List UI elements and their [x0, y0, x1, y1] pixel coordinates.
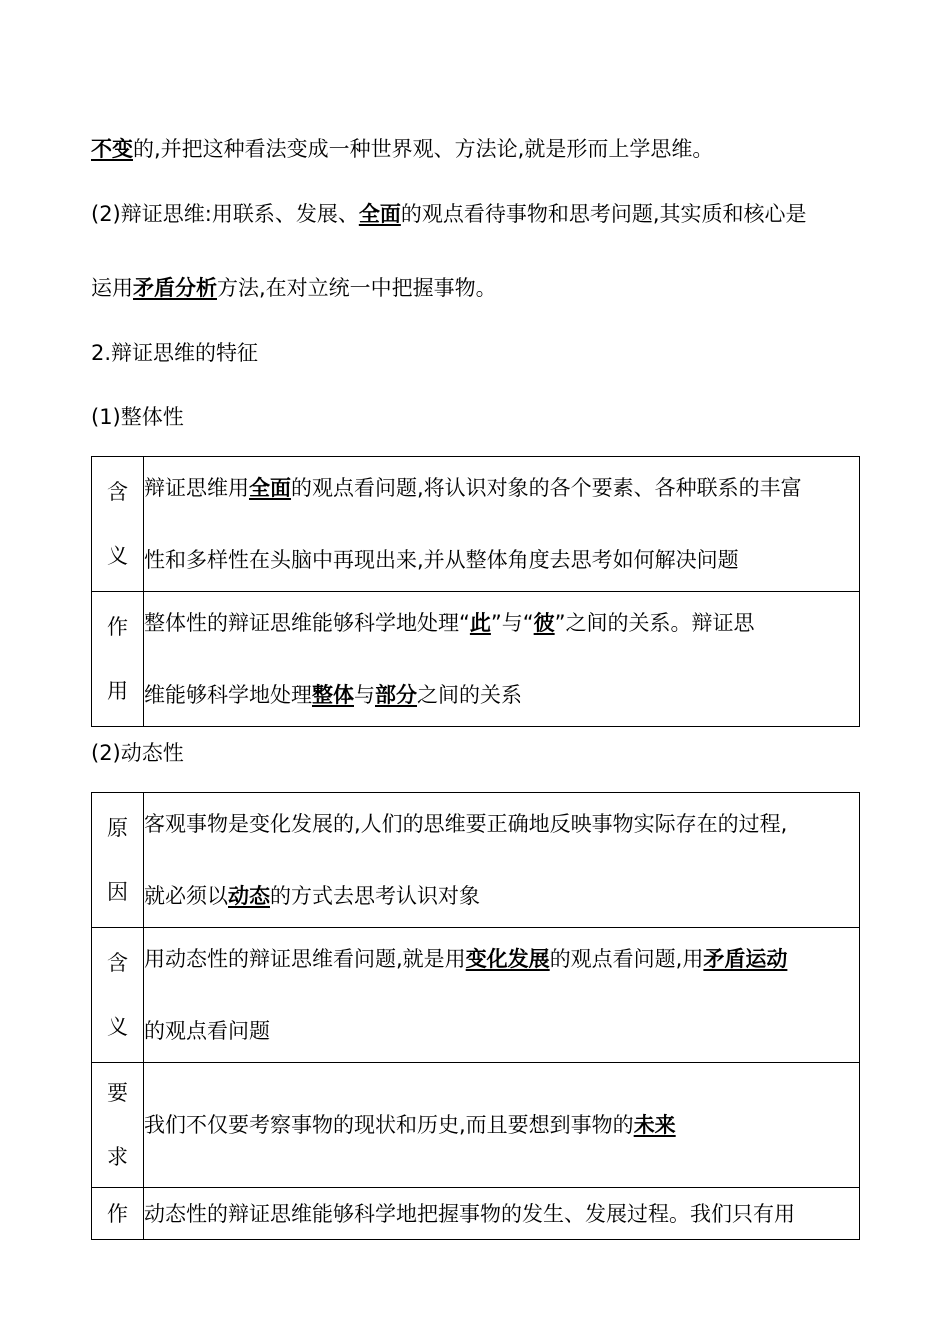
- content-line: 性和多样性在头脑中再现出来,并从整体角度去思考如何解决问题: [144, 548, 739, 572]
- dynamics-table: [91, 792, 860, 1240]
- keyword-contradiction-analysis: 矛盾分析: [133, 276, 217, 300]
- row-label-meaning: 含 义: [92, 457, 144, 592]
- row-content: [144, 793, 860, 928]
- content-line: 动态性的辩证思维能够科学地把握事物的发生、发展过程。我们只有用: [144, 1201, 795, 1226]
- content-line: 我们不仅要考察事物的现状和历史,而且要想到事物的未来: [144, 1113, 676, 1137]
- keyword-comprehensive: 全面: [358, 202, 401, 226]
- row-content: [144, 592, 860, 727]
- row-label-function: 作 用: [92, 592, 144, 727]
- paragraph-text: 运用: [91, 276, 133, 300]
- row-label-meaning: 含 义: [92, 928, 144, 1063]
- row-content: [144, 1188, 860, 1240]
- row-content: [144, 1063, 860, 1188]
- table-row: [92, 1063, 860, 1188]
- row-content: [144, 928, 860, 1063]
- content-line: 就必须以动态的方式去思考认识对象: [144, 884, 480, 908]
- paragraph-text: 方法,在对立统一中把握事物。: [217, 276, 497, 300]
- content-line: 用动态性的辩证思维看问题,就是用变化发展的观点看问题,用矛盾运动: [144, 947, 788, 971]
- content-line: 整体性的辩证思维能够科学地处理“此”与“彼”之间的关系。辩证思: [144, 611, 755, 635]
- paragraph-metaphysics-end: [91, 134, 713, 164]
- row-content: [144, 457, 860, 592]
- keyword-future: 未来: [633, 1113, 676, 1137]
- keyword-contradiction-movement: 矛盾运动: [703, 947, 788, 971]
- content-line: 的观点看问题: [144, 1019, 270, 1043]
- keyword-unchanging: 不变: [91, 137, 133, 161]
- content-line: 维能够科学地处理整体与部分之间的关系: [144, 683, 522, 707]
- table-row: [92, 928, 860, 1063]
- paragraph-text: (2)辩证思维:用联系、发展、: [91, 202, 359, 226]
- paragraph-text: 的,并把这种看法变成一种世界观、方法论,就是形而上学思维。: [133, 137, 714, 161]
- table-row: [92, 457, 860, 592]
- table-row: [92, 1188, 860, 1240]
- paragraph-dialectical-thinking: [91, 199, 807, 229]
- paragraph-text: 的观点看待事物和思考问题,其实质和核心是: [400, 202, 807, 226]
- keyword-that: 彼: [533, 611, 555, 635]
- keyword-comprehensive: 全面: [249, 476, 291, 500]
- row-label-reason: 原 因: [92, 793, 144, 928]
- content-line: 客观事物是变化发展的,人们的思维要正确地反映事物实际存在的过程,: [144, 812, 788, 836]
- keyword-dynamic: 动态: [228, 884, 270, 908]
- row-label-function: 作: [92, 1188, 144, 1240]
- paragraph-contradiction-analysis: [91, 273, 497, 303]
- section-heading-features: 2.辩证思维的特征: [91, 341, 259, 365]
- keyword-part: 部分: [375, 683, 417, 707]
- table-row: [92, 592, 860, 727]
- keyword-change-development: 变化发展: [465, 947, 550, 971]
- keyword-whole: 整体: [312, 683, 354, 707]
- row-label-requirement: 要 求: [92, 1063, 144, 1188]
- table-row: [92, 793, 860, 928]
- subheading-integrity: (1)整体性: [91, 405, 184, 429]
- keyword-this: 此: [469, 611, 491, 635]
- integrity-table: [91, 456, 860, 727]
- content-line: 辩证思维用全面的观点看问题,将认识对象的各个要素、各种联系的丰富: [144, 476, 802, 500]
- subheading-dynamics: (2)动态性: [91, 741, 184, 765]
